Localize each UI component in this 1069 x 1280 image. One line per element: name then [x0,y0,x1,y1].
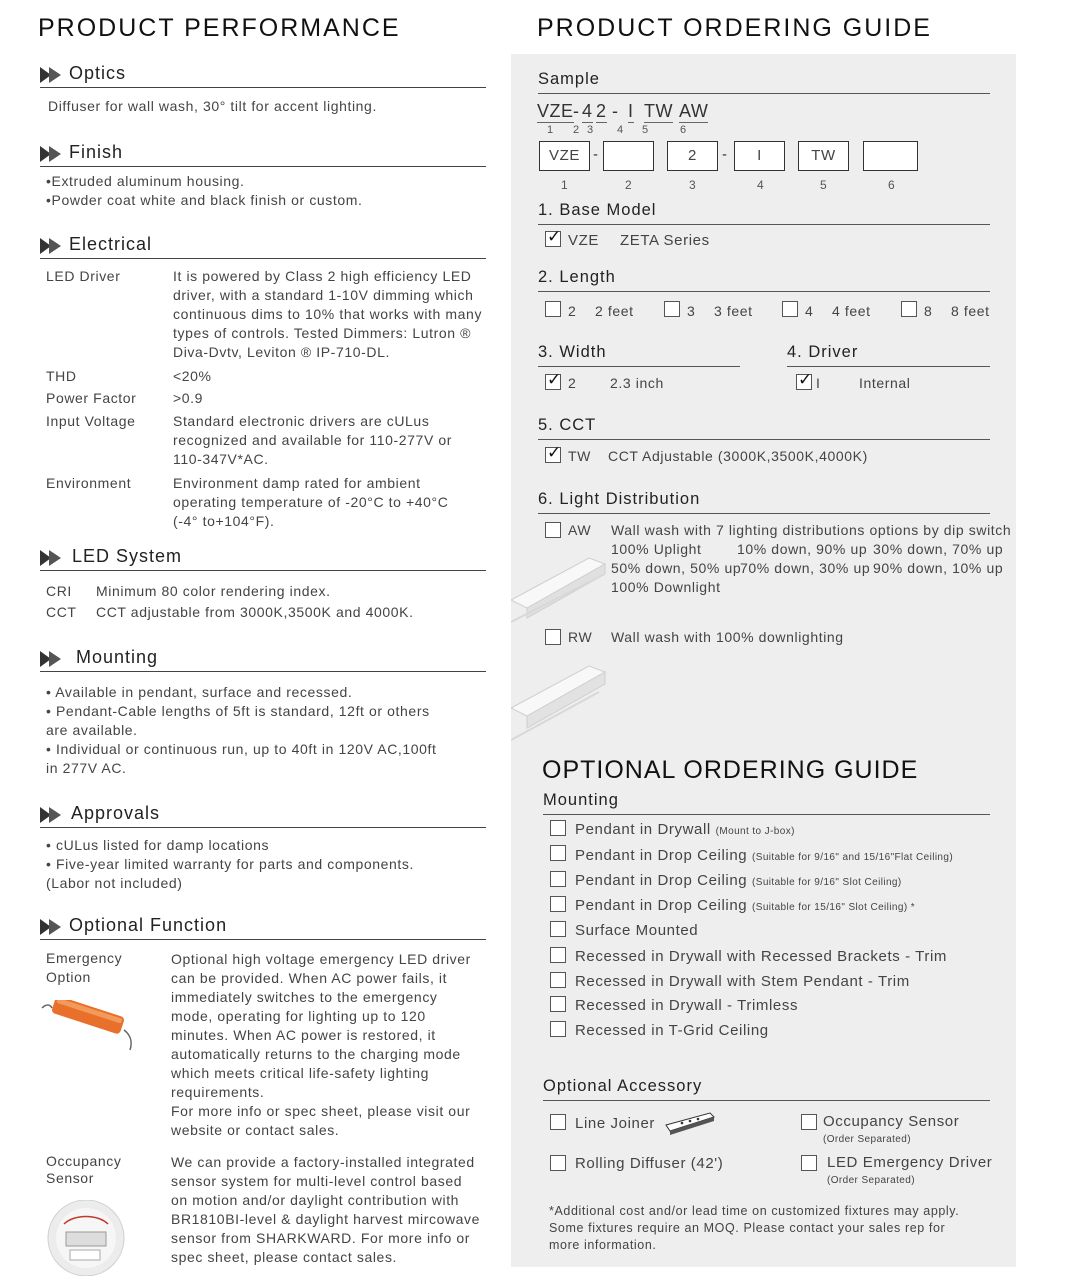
section-arrow-icon [40,807,62,823]
section-arrow-icon [40,67,62,83]
check-icon: ✓ [798,370,813,389]
box-number: 6 [888,178,896,192]
driver-label: Internal [859,375,911,391]
opt-mounting-checkbox[interactable] [550,845,566,861]
aw-code: AW [568,522,592,538]
section-heading: Optional Function [69,915,228,935]
aw-option: 30% down, 70% up [873,541,1004,557]
length-code: 3 [687,303,696,319]
optics-text: Diffuser for wall wash, 30° tilt for accent lighting. [48,98,377,114]
emergency-label: Emergency Option [46,950,123,985]
electrical-label: Power Factor [46,390,137,406]
aw-option: 100% Uplight [611,541,702,557]
base-model-name: ZETA Series [620,232,710,249]
section-heading: LED System [72,546,183,566]
length-label: 8 feet [951,303,990,319]
opt-mounting-item: Pendant in Drop Ceiling (Suitable for 15/16" Slot Ceiling) * [575,897,916,914]
opt-mounting-checkbox[interactable] [550,972,566,988]
rw-code: RW [568,629,593,645]
length-label: 2 feet [595,303,634,319]
occupancy-text: We can provide a factory-installed integrated sensor system for multi-level control based on motion and/or daylight contribution with BR1810BI-level & daylight harvest mircowave sensor from SHARKWARD. For more info or spec sheet, please contact sales. [171,1154,481,1265]
line-joiner-image [664,1111,716,1135]
check-icon: ✓ [547,370,562,389]
opt-mounting-item: Recessed in T-Grid Ceiling [575,1022,769,1039]
led-label: CCT [46,604,77,620]
section-arrow-icon [40,550,62,566]
electrical-label: Input Voltage [46,413,136,429]
opt-mounting-item: Recessed in Drywall with Stem Pendant - Trim [575,973,910,990]
width-heading: 3. Width [538,343,740,367]
aw-fixture-image [511,556,611,636]
opt-mounting-checkbox[interactable] [550,871,566,887]
length-checkbox[interactable] [901,301,917,317]
electrical-label: Environment [46,475,132,491]
emergency-driver-note: (Order Separated) [827,1175,915,1186]
footnote: *Additional cost and/or lead time on customized fixtures may apply. Some fixtures require an MOQ. Please contact your sales rep for more information. [549,1204,960,1252]
sample-heading: Sample [538,70,990,94]
emergency-driver-checkbox[interactable] [801,1155,817,1171]
opt-mounting-item: Pendant in Drop Ceiling (Suitable for 9/16" Slot Ceiling) [575,872,902,889]
section-heading: Optics [69,63,127,83]
cct-code: TW [568,448,591,464]
code-box-3[interactable]: 2 [667,141,718,171]
emergency-driver-image [40,1000,136,1052]
electrical-value: It is powered by Class 2 high efficiency LED driver, with a standard 1-10V dimming which continuous dims to 10% that works with many types of controls. Tested Dimmers: Lutron ® Diva-Dvtv, Leviton ® IP-710-DL. [173,268,483,360]
width-label: 2.3 inch [610,375,664,391]
occupancy-sensor-note: (Order Separated) [823,1134,911,1145]
occupancy-sensor-checkbox[interactable] [801,1114,817,1130]
led-value: Minimum 80 color rendering index. [96,583,331,599]
approvals-text: • cULus listed for damp locations • Five-year limited warranty for parts and components. (Labor not included) [46,837,414,891]
length-code: 2 [568,303,577,319]
length-checkbox[interactable] [782,301,798,317]
led-label: CRI [46,583,72,599]
occupancy-sensor-label: Occupancy Sensor [823,1113,960,1130]
check-icon: ✓ [547,227,562,246]
electrical-value: Environment damp rated for ambient operating temperature of -20°C to +40°C (-4° to+104°F). [173,475,449,529]
width-checkbox[interactable] [545,370,562,390]
code-dash: - [722,146,728,163]
rw-checkbox[interactable] [545,629,561,645]
aw-option: 10% down, 90% up [737,541,868,557]
check-icon: ✓ [547,443,562,462]
driver-heading: 4. Driver [787,343,990,367]
section-heading: Finish [69,142,124,162]
code-dash: - [593,146,599,163]
rw-title: Wall wash with 100% downlighting [611,629,844,645]
aw-option: 70% down, 30% up [740,560,871,576]
optional-ordering-guide-title: OPTIONAL ORDERING GUIDE [542,756,919,784]
opt-mounting-checkbox[interactable] [550,820,566,836]
rolling-diffuser-label: Rolling Diffuser (42') [575,1155,724,1172]
finish-line: •Powder coat white and black finish or custom. [46,192,363,208]
opt-mounting-heading: Mounting [543,791,990,815]
line-joiner-checkbox[interactable] [550,1114,566,1130]
section-optional-function [40,916,486,940]
length-heading: 2. Length [538,268,990,292]
code-box-6[interactable] [863,141,918,171]
aw-checkbox[interactable] [545,522,561,538]
section-heading: Mounting [76,647,159,667]
section-finish [40,143,486,167]
emergency-driver-label: LED Emergency Driver [827,1154,993,1171]
cct-heading: 5. CCT [538,416,990,440]
length-label: 4 feet [832,303,871,319]
code-box-2[interactable] [603,141,654,171]
mounting-text: • Available in pendant, surface and recessed. • Pendant-Cable lengths of 5ft is standard, 12ft or others are available. • Individual or continuous run, up to 40ft in 120V AC,100ft in 277V AC. [46,684,437,776]
led-value: CCT adjustable from 3000K,3500K and 4000K. [96,604,414,620]
length-label: 3 feet [714,303,753,319]
cct-label: CCT Adjustable (3000K,3500K,4000K) [608,448,868,464]
base-model-code: VZE [568,232,599,249]
aw-title: Wall wash with 7 lighting distributions options by dip switch [611,522,1012,538]
base-model-heading: 1. Base Model [538,201,990,225]
emergency-text: Optional high voltage emergency LED driver can be provided. When AC power fails, it immediately switches to the emergency mode, operating for lighting up to 120 minutes. When AC power is restored, it automatically returns to the charging mode which meets critical life-safety lighting requirements. For more info or spec sheet, please visit our website or contact sales. [171,951,471,1138]
box-number: 2 [625,178,633,192]
cct-checkbox[interactable] [545,443,562,463]
section-arrow-icon [40,146,62,162]
section-arrow-icon [40,651,62,667]
opt-mounting-item: Pendant in Drop Ceiling (Suitable for 9/16" and 15/16"Flat Ceiling) [575,847,954,864]
width-code: 2 [568,375,577,391]
driver-checkbox[interactable] [796,370,813,390]
code-box-4[interactable]: I [734,141,785,171]
box-number: 5 [820,178,828,192]
code-index: 1 [547,124,554,136]
opt-mounting-checkbox[interactable] [550,1021,566,1037]
code-index: 2 3 [573,124,594,136]
section-heading: Approvals [71,803,161,823]
electrical-value: <20% [173,368,212,384]
opt-mounting-checkbox[interactable] [550,921,566,937]
opt-mounting-item: Pendant in Drywall (Mount to J-box) [575,821,795,838]
sample-code: VZE - 4 2 - I TW AW [537,101,709,121]
occupancy-label: Occupancy Sensor [46,1153,122,1186]
electrical-value: Standard electronic drivers are cULus recognized and available for 110-277V or 110-347V*AC. [173,413,453,467]
light-distribution-heading: 6. Light Distribution [538,490,990,514]
code-index: 5 [642,124,649,136]
electrical-label: THD [46,368,77,384]
code-box-5[interactable]: TW [798,141,849,171]
section-arrow-icon [40,919,62,935]
opt-mounting-item: Surface Mounted [575,922,699,939]
box-number: 3 [689,178,697,192]
product-ordering-guide-title: PRODUCT ORDERING GUIDE [537,14,932,42]
section-approvals [40,804,486,828]
electrical-label: LED Driver [46,268,121,284]
section-mounting [40,648,486,672]
accessory-heading: Optional Accessory [543,1077,990,1101]
section-heading: Electrical [69,234,153,254]
opt-mounting-item: Recessed in Drywall with Recessed Brackets - Trim [575,948,947,965]
aw-option: 100% Downlight [611,579,721,595]
driver-code: I [816,375,821,391]
box-number: 4 [757,178,765,192]
code-index: 6 [680,124,687,136]
code-box-1[interactable]: VZE [539,141,590,171]
opt-mounting-checkbox[interactable] [550,996,566,1012]
length-checkbox[interactable] [664,301,680,317]
rw-fixture-image [511,662,611,744]
aw-option: 50% down, 50% up [611,560,742,576]
section-optics [40,64,486,88]
length-code: 8 [924,303,933,319]
code-index: 4 [617,124,624,136]
section-electrical [40,235,486,259]
opt-mounting-checkbox[interactable] [550,947,566,963]
section-arrow-icon [40,238,62,254]
opt-mounting-item: Recessed in Drywall - Trimless [575,997,799,1014]
product-performance-title: PRODUCT PERFORMANCE [38,14,401,42]
length-checkbox[interactable] [545,301,561,317]
section-led-system [40,547,486,571]
length-code: 4 [805,303,814,319]
line-joiner-label: Line Joiner [575,1115,655,1132]
finish-line: •Extruded aluminum housing. [46,173,245,189]
opt-mounting-checkbox[interactable] [550,896,566,912]
electrical-value: >0.9 [173,390,204,406]
aw-option: 90% down, 10% up [873,560,1004,576]
box-number: 1 [561,178,569,192]
rolling-diffuser-checkbox[interactable] [550,1155,566,1171]
occupancy-sensor-image [44,1200,128,1276]
base-model-checkbox[interactable] [545,227,562,247]
